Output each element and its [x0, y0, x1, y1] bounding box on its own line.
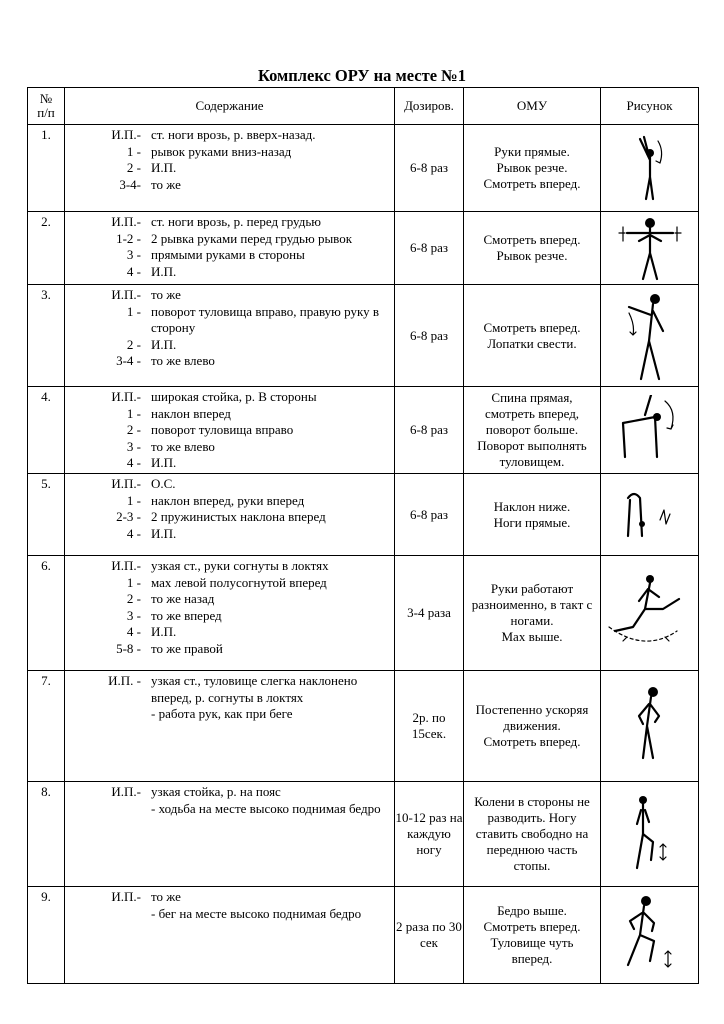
header-picture: Рисунок [601, 88, 699, 125]
omu-cell [464, 474, 601, 556]
table-row [28, 474, 699, 556]
high-knee-run-figure [601, 887, 699, 984]
step-label: 4 - [126, 455, 141, 470]
step-text: ст. ноги врозь, р. перед грудью [151, 214, 321, 229]
omu-line: Ноги прямые. [493, 514, 571, 530]
table-row [28, 556, 699, 671]
omu-line: Смотреть вперед. [483, 319, 581, 335]
header-dosage: Дозиров. [395, 88, 464, 125]
step-label: 2 - [126, 336, 141, 352]
step-label: 1 - [126, 405, 141, 421]
omu-cell [464, 285, 601, 387]
step-label: 2 - [126, 160, 141, 175]
step-label: 1 - [126, 574, 141, 590]
dosage-cell: 10-12 раз на каждую ногу [395, 782, 464, 887]
step-text: поворот туловища вправо, правую руку в сторону [151, 303, 379, 335]
omu-line: Руки прямые. [494, 144, 570, 159]
omu-line: ставить свободно на [475, 826, 589, 841]
step-label: И.П.- [111, 127, 141, 142]
arms-swing-figure [601, 125, 699, 212]
dosage-cell: 6-8 раз [395, 474, 464, 556]
step-label: 4 - [126, 525, 141, 541]
exercise-content [65, 387, 395, 474]
omu-line: Спина прямая, [491, 390, 573, 405]
step-label: И.П.- [111, 389, 141, 404]
step-label: И.П.- [111, 214, 141, 229]
step-text: 2 рывка руками перед грудью рывок [151, 230, 353, 246]
omu-line: разводить. Ногу [487, 810, 577, 825]
step-text: широкая стойка, р. В стороны [151, 389, 317, 404]
row-number: 3. [28, 285, 65, 387]
omu-cell [464, 671, 601, 782]
exercise-table [27, 87, 699, 984]
step-label: 2-3 - [116, 509, 141, 524]
step-label: 4 - [126, 263, 141, 279]
exercise-content [65, 782, 395, 887]
dosage-cell: 6-8 раз [395, 387, 464, 474]
row-number: 8. [28, 782, 65, 887]
step-label: 5-8 - [116, 640, 141, 656]
step-text: узкая ст., туловище слегка наклонено вперед, р. согнуты в локтях [151, 673, 358, 705]
step-text: узкая стойка, р. на пояс [151, 784, 281, 799]
dosage-cell: 3-4 раза [395, 556, 464, 671]
step-label: 1 - [126, 492, 141, 508]
exercise-content [65, 887, 395, 984]
exercise-content [65, 285, 395, 387]
omu-cell [464, 212, 601, 285]
row-number: 9. [28, 887, 65, 984]
step-label [65, 801, 151, 818]
exercise-content [65, 474, 395, 556]
omu-line: Поворот выполнять [477, 438, 587, 453]
omu-line: туловищем. [499, 454, 565, 469]
step-text: 2 пружинистых наклона вперед [151, 509, 326, 524]
dosage-cell: 6-8 раз [395, 285, 464, 387]
table-row [28, 387, 699, 474]
step-text: ст. ноги врозь, р. вверх-назад. [151, 127, 316, 142]
header-omu: ОМУ [464, 88, 601, 125]
omu-line: Наклон ниже. [493, 498, 571, 514]
step-label: 3-4- [119, 176, 141, 192]
exercise-content [65, 556, 395, 671]
step-text: то же [151, 287, 181, 302]
table-row [28, 285, 699, 387]
step-text: то же [151, 889, 181, 904]
table-row [28, 887, 699, 984]
exercise-content [65, 125, 395, 212]
step-label: И.П.- [111, 558, 141, 573]
omu-line: Колени в стороны не [474, 794, 590, 809]
exercise-content [65, 671, 395, 782]
row-number: 2. [28, 212, 65, 285]
omu-cell [464, 125, 601, 212]
step-text: то же влево [151, 353, 215, 368]
table-row [28, 212, 699, 285]
table-row [28, 671, 699, 782]
step-text: наклон вперед, руки вперед [151, 492, 305, 508]
omu-cell [464, 556, 601, 671]
row-number: 5. [28, 474, 65, 556]
step-text: прямыми руками в стороны [151, 247, 305, 262]
arms-side-figure [601, 212, 699, 285]
omu-line: Смотреть вперед. [483, 734, 581, 749]
omu-line: Руки работают [490, 581, 574, 596]
omu-cell [464, 782, 601, 887]
omu-line: Смотреть вперед. [483, 176, 581, 191]
omu-line: смотреть вперед, [484, 406, 580, 421]
step-text: рывок руками вниз-назад [151, 143, 292, 159]
omu-line: Рывок резче. [496, 248, 568, 263]
row-number: 4. [28, 387, 65, 474]
dosage-cell: 6-8 раз [395, 212, 464, 285]
omu-line: Бедро выше. [497, 903, 567, 918]
step-label: 1 - [126, 143, 141, 159]
step-text: И.П. [151, 160, 177, 175]
bend-turn-figure [601, 387, 699, 474]
omu-line: Смотреть вперед. [483, 919, 581, 934]
table-row [28, 782, 699, 887]
step-label: 1-2 - [116, 230, 141, 246]
step-text: то же [151, 176, 181, 192]
exercise-content [65, 212, 395, 285]
step-text: И.П. [151, 624, 177, 639]
omu-line: движения. [503, 718, 561, 733]
step-label: 2 - [126, 591, 141, 606]
step-label: И.П.- [111, 287, 141, 302]
dosage-cell: 2 раза по 30 сек [395, 887, 464, 984]
omu-line: Мах выше. [501, 629, 563, 644]
omu-line: Смотреть вперед. [483, 232, 581, 247]
omu-cell [464, 387, 601, 474]
step-label: И.П. - [108, 673, 141, 688]
step-label: И.П.- [111, 889, 141, 904]
step-text: то же вперед [151, 607, 222, 623]
row-number: 1. [28, 125, 65, 212]
high-knee-walk-figure [601, 782, 699, 887]
step-label: 3 - [126, 438, 141, 454]
omu-line: ногами. [510, 613, 554, 628]
step-text: И.П. [151, 336, 177, 352]
dosage-cell: 2р. по 15сек. [395, 671, 464, 782]
step-text: О.С. [151, 476, 176, 491]
omu-line: разноименно, в такт с [471, 597, 593, 612]
leg-swing-figure [601, 556, 699, 671]
step-label: И.П.- [111, 784, 141, 799]
row-number: 6. [28, 556, 65, 671]
step-text: мах левой полусогнутой вперед [151, 574, 327, 590]
step-text: наклон вперед [151, 405, 231, 421]
step-label: 2 - [126, 422, 141, 437]
dosage-cell: 6-8 раз [395, 125, 464, 212]
step-label: 4 - [126, 624, 141, 639]
omu-line: Туловище чуть [490, 935, 574, 950]
step-label: И.П.- [111, 476, 141, 491]
step-text: - бег на месте высоко поднимая бедро [151, 905, 362, 921]
omu-cell [464, 887, 601, 984]
omu-line: стопы. [513, 858, 551, 873]
table-header-row [28, 88, 699, 125]
step-label [65, 906, 151, 923]
step-label: 3 - [126, 607, 141, 623]
step-label: 3 - [126, 247, 141, 262]
step-text: - ходьба на месте высоко поднимая бедро [151, 800, 381, 816]
row-number: 7. [28, 671, 65, 782]
step-text: узкая ст., руки согнуты в локтях [151, 558, 329, 573]
step-text: поворот туловища вправо [151, 422, 294, 437]
omu-line: Лопатки свести. [487, 335, 577, 351]
omu-line: вперед. [511, 951, 553, 966]
step-text: И.П. [151, 525, 177, 541]
step-text: И.П. [151, 263, 177, 279]
running-arms-figure [601, 671, 699, 782]
step-text: то же назад [151, 591, 215, 606]
step-text: то же правой [151, 640, 223, 656]
page-title: Комплекс ОРУ на месте №1 [257, 66, 467, 85]
header-num: № п/п [28, 88, 65, 125]
step-label: 1 - [126, 303, 141, 319]
step-text: - работа рук, как при беге [151, 706, 293, 721]
step-text: то же влево [151, 438, 215, 454]
step-text: И.П. [151, 455, 177, 470]
header-content: Содержание [65, 88, 395, 125]
step-label: 3-4 - [116, 353, 141, 368]
omu-line: Постепенно ускоряя [475, 702, 589, 717]
forward-bend-figure [601, 474, 699, 556]
step-label [65, 706, 151, 723]
omu-line: переднюю часть [486, 842, 578, 857]
omu-line: поворот больше. [485, 422, 579, 437]
table-row [28, 125, 699, 212]
torso-turn-figure [601, 285, 699, 387]
omu-line: Рывок резче. [496, 160, 568, 175]
